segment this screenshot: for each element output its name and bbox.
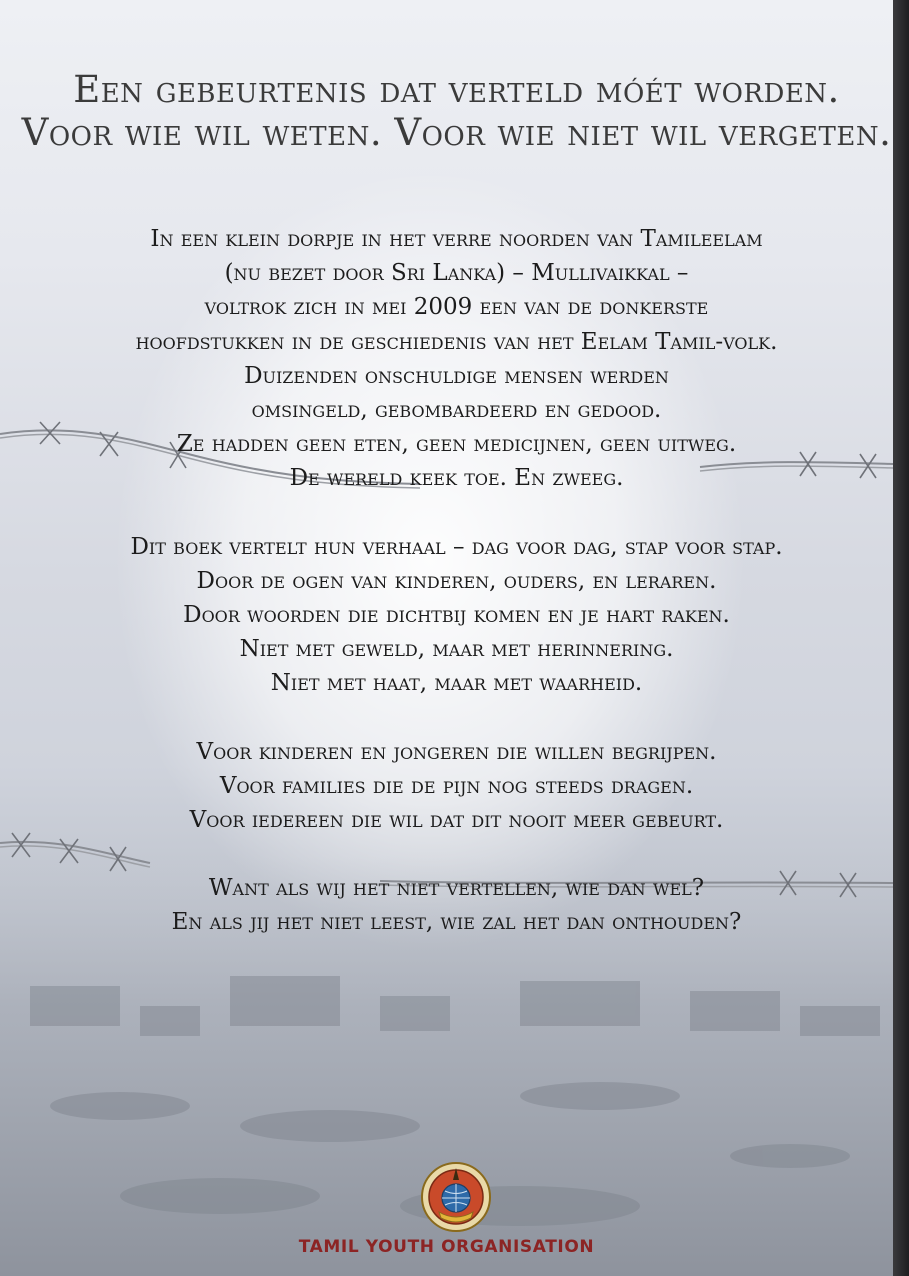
- text-line: Door woorden die dichtbij komen en je hart raken.: [183, 602, 730, 629]
- paragraph-book: [20, 530, 893, 701]
- page-title: [20, 68, 893, 154]
- title-line-2: Voor wie wil weten. Voor wie niet wil vergeten.: [21, 111, 892, 154]
- text-line: voltrok zich in mei 2009 een van de donkerste: [204, 294, 709, 321]
- text-line: Want als wij het niet vertellen, wie dan wel?: [208, 875, 705, 902]
- text-line: Dit boek vertelt hun verhaal – dag voor dag, stap voor stap.: [130, 533, 783, 560]
- text-line: Duizenden onschuldige mensen werden: [244, 362, 669, 389]
- paragraph-closing: [20, 871, 893, 939]
- text-line: Ze hadden geen eten, geen medicijnen, geen uitweg.: [176, 431, 737, 458]
- text-line: Voor iedereen die wil dat dit nooit meer gebeurt.: [189, 807, 724, 834]
- tyo-emblem-icon: [419, 1160, 493, 1234]
- paragraph-mullivaikkal: [20, 222, 893, 496]
- title-line-1: Een gebeurtenis dat verteld móét worden.: [73, 68, 840, 111]
- text-line: Door de ogen van kinderen, ouders, en leraren.: [196, 567, 717, 594]
- text-line: En als jij het niet leest, wie zal het dan onthouden?: [171, 909, 742, 936]
- organisation-name: TAMIL YOUTH ORGANISATION: [298, 1237, 595, 1257]
- text-line: (nu bezet door Sri Lanka) – Mullivaikkal –: [224, 260, 689, 287]
- text-line: De wereld keek toe. En zweeg.: [289, 465, 624, 492]
- text-line: Voor kinderen en jongeren die willen begrijpen.: [196, 738, 717, 765]
- text-line: hoofdstukken in de geschiedenis van het Eelam Tamil-volk.: [135, 328, 778, 355]
- text-line: omsingeld, gebombardeerd en gedood.: [251, 397, 662, 424]
- text-line: In een klein dorpje in het verre noorden van Tamileelam: [150, 226, 763, 252]
- right-edge-bar: [893, 0, 909, 1276]
- body-text: [20, 222, 893, 940]
- text-line: Voor families die de pijn nog steeds dragen.: [219, 772, 694, 799]
- text-line: Niet met haat, maar met waarheid.: [270, 670, 643, 697]
- paragraph-audience: [20, 735, 893, 838]
- text-line: Niet met geweld, maar met herinnering.: [239, 636, 674, 663]
